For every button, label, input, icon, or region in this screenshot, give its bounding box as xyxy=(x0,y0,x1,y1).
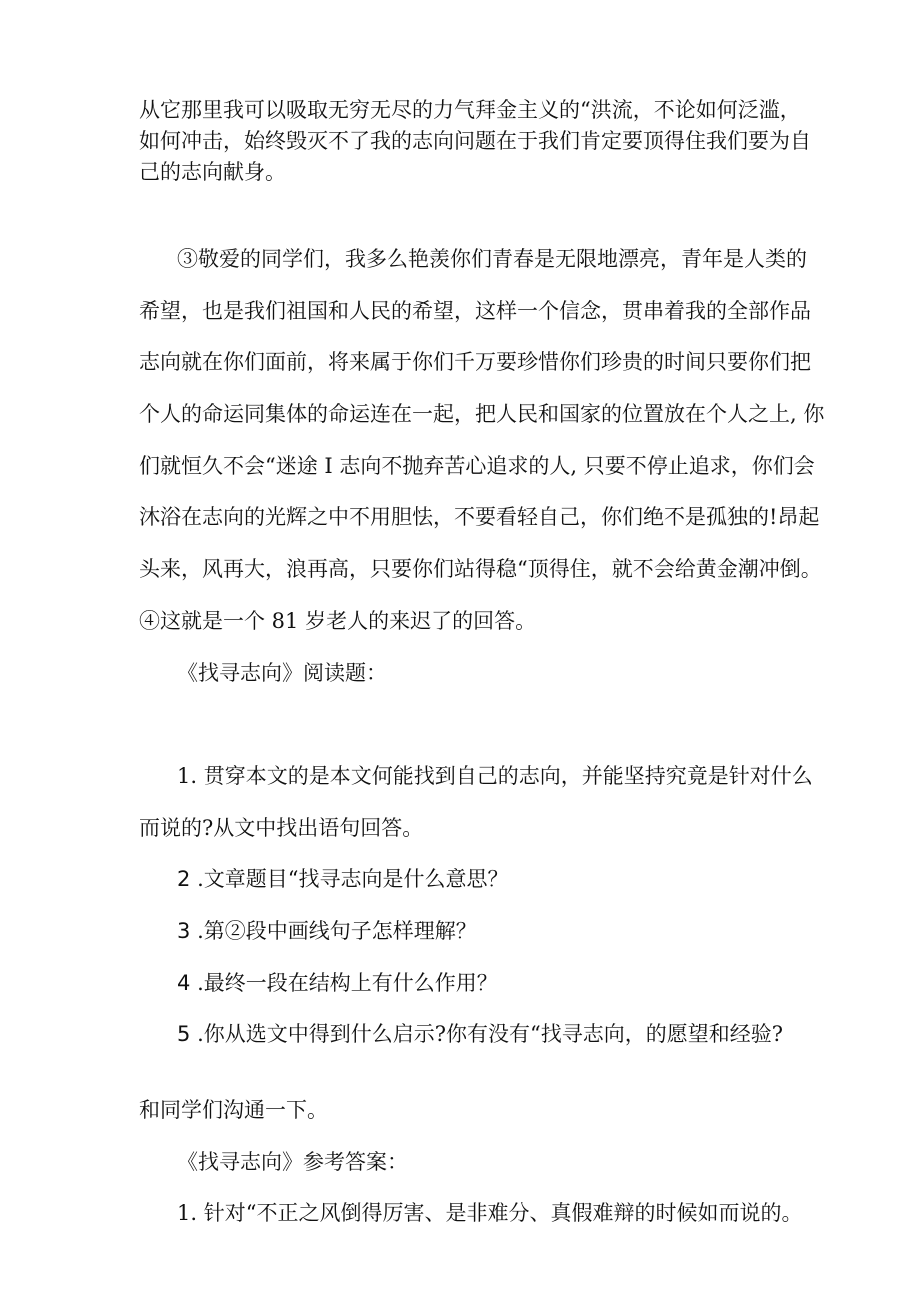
paragraph-three-line-6: 沐浴在志向的光辉之中不用胆怯，不要看轻自己，你们绝不是孤独的!昂起 xyxy=(139,505,820,529)
question-5 xyxy=(177,1021,783,1047)
paragraph-three-line-5: 们就恒久不会“迷途 I 志向不抛弃苦心追求的人, 只要不停止追求，你们会 xyxy=(139,454,815,478)
question-2-text: .文章题目“找寻志向是什么意思？ xyxy=(197,867,509,891)
reading-title: 《找寻志向》阅读题： xyxy=(177,661,387,685)
intro-line-3: 己的志向献身。 xyxy=(139,160,286,184)
question-3-number: 3 xyxy=(177,919,191,943)
paragraph-four: ④这就是一个 81 岁老人的来迟了的回答。 xyxy=(139,609,537,633)
intro-line-2: 如何冲击，始终毁灭不了我的志向问题在于我们肯定要顶得住我们要为自 xyxy=(139,129,811,153)
answer-1: 1. 针对“不正之风倒得厉害、是非难分、真假难辩的时候如而说的。 xyxy=(177,1201,803,1225)
question-1-line-2: 而说的?从文中找出语句回答。 xyxy=(139,816,424,840)
question-2 xyxy=(177,866,508,892)
answer-title: 《找寻志向》参考答案： xyxy=(177,1150,408,1174)
question-3-text: .第②段中画线句子怎样理解？ xyxy=(197,919,477,943)
question-2-number: 2 xyxy=(177,867,191,891)
question-4-text: .最终一段在结构上有什么作用？ xyxy=(197,971,498,995)
paragraph-three-line-3: 志向就在你们面前，将来属于你们千万要珍惜你们珍贵的时间只要你们把 xyxy=(139,350,811,374)
paragraph-three-line-7: 头来，风再大，浪再高，只要你们站得稳“顶得住，就不会给黄金潮冲倒。 xyxy=(139,557,822,581)
question-3 xyxy=(177,918,477,944)
paragraph-three-line-2: 希望，也是我们祖国和人民的希望，这样一个信念，贯串着我的全部作品 xyxy=(139,299,811,323)
question-4 xyxy=(177,970,498,996)
intro-line-1: 从它那里我可以吸取无穷无尽的力气拜金主义的“洪流，不论如何泛滥， xyxy=(139,98,801,122)
question-1-line-1: 1. 贯穿本文的是本文何能找到自己的志向，并能坚持究竟是针对什么 xyxy=(177,764,813,788)
paragraph-three-line-1: ③敬爱的同学们，我多么艳羡你们青春是无限地漂亮，青年是人类的 xyxy=(177,247,807,271)
question-5-text: .你从选文中得到什么启示?你有没有“找寻志向，的愿望和经验? xyxy=(197,1022,783,1046)
paragraph-three-line-4: 个人的命运同集体的命运连在一起，把人民和国家的位置放在个人之上, 你 xyxy=(139,402,825,426)
question-4-number: 4 xyxy=(177,971,191,995)
question-5-continuation: 和同学们沟通一下。 xyxy=(139,1098,328,1122)
question-5-number: 5 xyxy=(177,1022,191,1046)
